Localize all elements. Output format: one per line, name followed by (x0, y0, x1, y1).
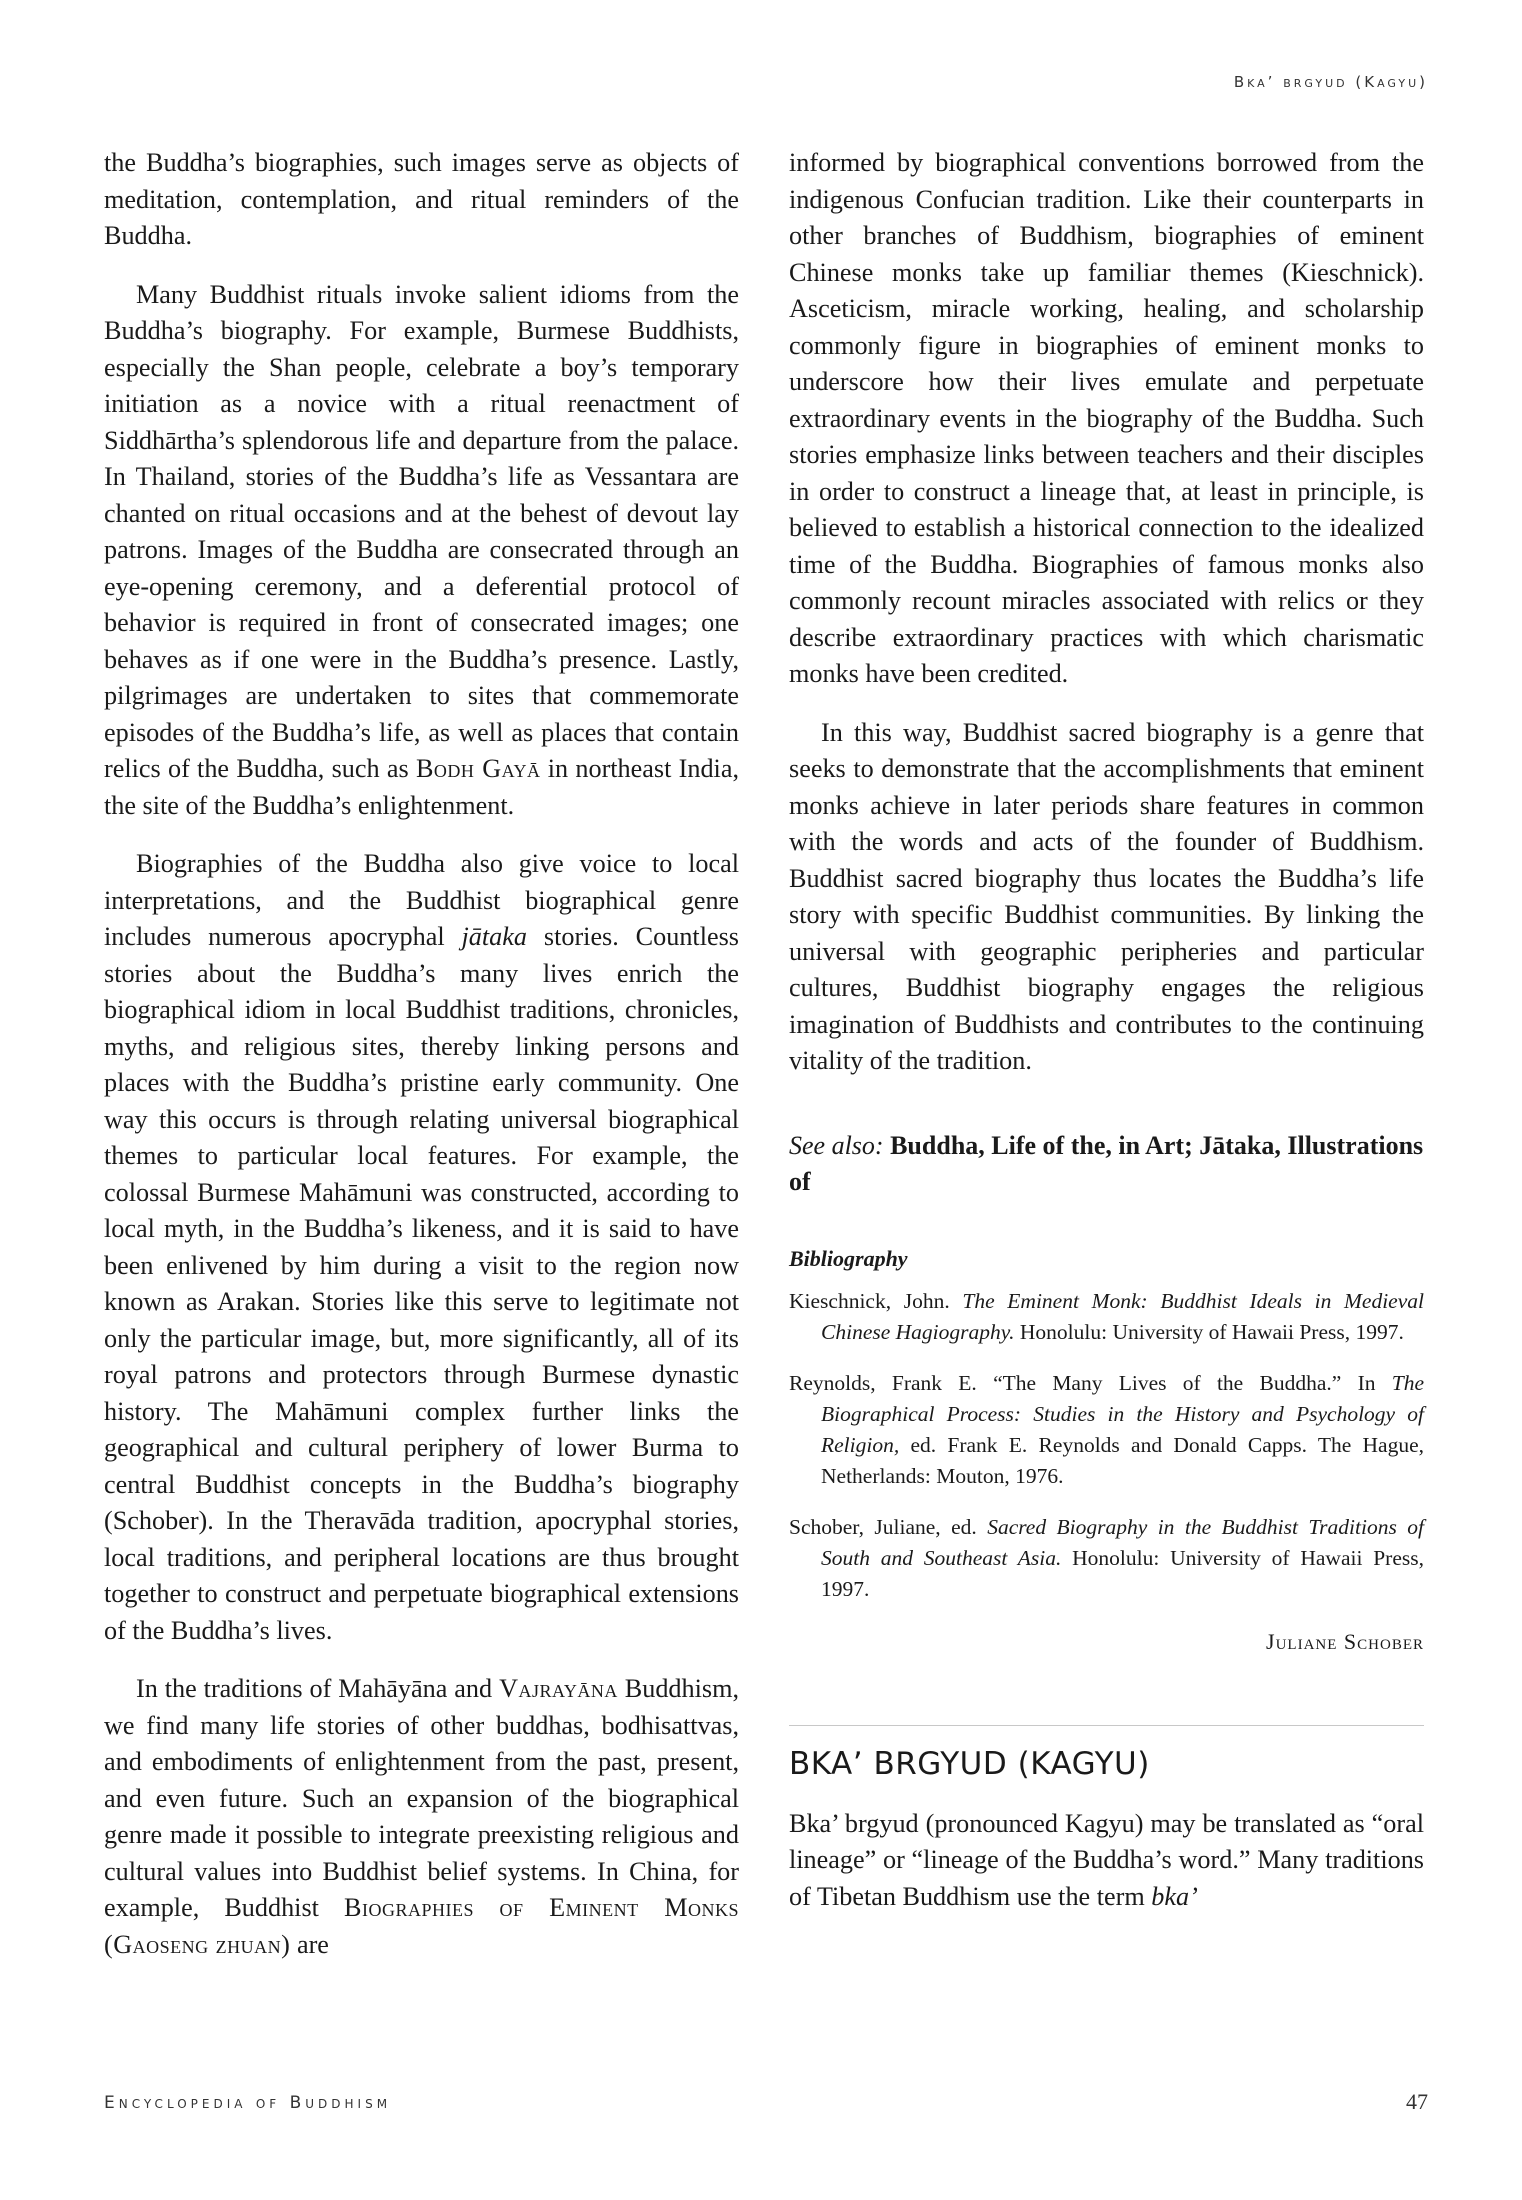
cross-reference[interactable]: Bodh Gayā (415, 754, 541, 783)
text: in northeast India, the site of the Buddha’s enlightenment. (104, 754, 739, 820)
text: Biographies of the Buddha also give voice to local interpretations, and the Buddhist biographical genre includes numerous apocryphal (104, 849, 739, 951)
paragraph (104, 846, 739, 1649)
text: Many Buddhist rituals invoke salient idioms from the Buddha’s biography. For example, Burmese Buddhists, especially the Shan people, celebrate a boy’s temporary initiation as a novice with a ritual reenactment of Siddhārtha’s splendorous life and departure from the palace. In Thailand, stories of the Buddha’s life as Vessantara are chanted on ritual occasions and at the behest of devout lay patrons. Images of the Buddha are consecrated through an eye-opening ceremony, and a deferential protocol of behavior is required in front of consecrated images; one behaves as if one were in the Buddha’s presence. Lastly, pilgrimages are undertaken to sites that commemorate episodes of the Buddha’s life, as well as places that contain relics of the Buddha, such as (104, 279, 739, 783)
text: stories. Countless stories about the Buddha’s many lives enrich the biographical idiom in local Buddhist traditions, chronicles, myths, and religious sites, thereby linking persons and places with the Buddha’s pristine early community. One way this occurs is through relating universal biographical themes to particular local features. For example, the colossal Burmese Mahāmuni was constructed, according to local myth, in the Buddha’s likeness, and it is said to have been enlivened by him during a visit to the region now known as Arakan. Stories like this serve to legitimate not only the particular image, but, more significantly, all of its royal patrons and protectors through Burmese dynastic history. The Mahāmuni complex further links the geographical and cultural periphery of lower Burma to central Buddhist concepts in the Buddha’s biography (Schober). In the Theravāda tradition, apocryphal stories, local traditions, and peripheral locations are thus brought together to construct and perpetuate biographical extensions of the Buddha’s lives. (104, 922, 739, 1645)
work-title: The Biographical Process: Studies in the History and Psychology of Religion, (821, 1370, 1424, 1457)
paragraph (789, 715, 1424, 1080)
page-number: 47 (1406, 2089, 1428, 2114)
see-also (789, 1128, 1424, 1200)
bibliography-entry (789, 1368, 1424, 1492)
text: Honolulu: University of Hawaii Press, 1997. (821, 1545, 1424, 1601)
bibliography-entry (789, 1286, 1424, 1348)
paragraph (104, 277, 739, 825)
entry-title: BKA’ BRGYUD (KAGYU) (789, 1745, 1150, 1782)
right-column (789, 145, 1424, 1937)
paragraph (789, 1806, 1424, 1916)
text: Kieschnick, John. (789, 1288, 963, 1313)
paragraph (104, 145, 739, 255)
text: Schober, Juliane, ed. (789, 1514, 988, 1539)
bibliography-entry (789, 1512, 1424, 1605)
cross-reference[interactable]: Vajrayāna (499, 1674, 618, 1703)
text: the Buddha’s biographies, such images serve as objects of meditation, contemplation, and ritual reminders of the Buddha. (104, 148, 739, 250)
text: Honolulu: University of Hawaii Press, 1997. (1014, 1319, 1404, 1344)
text: Bka’ brgyud (pronounced Kagyu) may be translated as “oral lineage” or “lineage of the Buddha’s word.” Many traditions of Tibetan Buddhism use the term (789, 1808, 1424, 1911)
text: In this way, Buddhist sacred biography is a genre that seeks to demonstrate that the accomplishments that eminent monks achieve in later periods share features in common with the words and acts of the founder of Buddhism. Buddhist sacred biography thus locates the Buddha’s life story with specific Buddhist communities. By linking the universal with geographic peripheries and particular cultures, Buddhist biography engages the religious imagination of Buddhists and contributes to the continuing vitality of the tradition. (789, 717, 1424, 1075)
article-author: Juliane Schober (1266, 1628, 1424, 1654)
section-divider (789, 1725, 1424, 1726)
work-title: The Eminent Monk: Buddhist Ideals in Medieval Chinese Hagiography. (821, 1288, 1424, 1344)
left-column (104, 145, 739, 1985)
text: In the traditions of Mahāyāna and (136, 1674, 500, 1703)
text: Buddhism, we find many life stories of other buddhas, bodhisattvas, and embodiments of enlightenment from the past, present, and even future. Such an expansion of the biographical genre made it possible to integrate preexisting religious and cultural values into Buddhist belief systems. In China, for example, Buddhist (104, 1674, 739, 1922)
running-head: Bka’ brgyud (Kagyu) (1233, 73, 1428, 91)
see-also-label: See also: (789, 1130, 884, 1160)
cross-reference[interactable]: Biographies of Eminent Monks (Gaoseng zhuan) (104, 1893, 739, 1959)
bibliography-heading: Bibliography (789, 1245, 908, 1271)
text: informed by biographical conventions borrowed from the indigenous Confucian tradition. Like their counterparts in other branches of Buddhism, biographies of eminent Chinese monks take up familiar themes (Kieschnick). Asceticism, miracle working, healing, and scholarship commonly figure in biographies of eminent monks to underscore how their lives emulate and perpetuate extraordinary events in the biography of the Buddha. Such stories emphasize links between teachers and their disciples in order to construct a lineage that, at least in principle, is believed to establish a historical connection to the idealized time of the Buddha. Biographies of famous monks also commonly recount miracles associated with relics or they describe extraordinary practices with which charismatic monks have been credited. (789, 148, 1424, 688)
text: Reynolds, Frank E. “The Many Lives of the Buddha.” In (789, 1370, 1392, 1395)
text: ed. Frank E. Reynolds and Donald Capps. The Hague, Netherlands: Mouton, 1976. (821, 1432, 1424, 1488)
see-also-links[interactable]: Buddha, Life of the, in Art; Jātaka, Illustrations of (789, 1130, 1424, 1196)
text: are (290, 1929, 329, 1959)
italic-term: jātaka (461, 922, 527, 951)
paragraph (104, 1671, 739, 1963)
work-title: Sacred Biography in the Buddhist Traditions of South and Southeast Asia. (821, 1514, 1424, 1570)
paragraph (789, 145, 1424, 693)
italic-term: bka’ (1151, 1881, 1198, 1911)
footer-title: Encyclopedia of Buddhism (104, 2093, 392, 2113)
